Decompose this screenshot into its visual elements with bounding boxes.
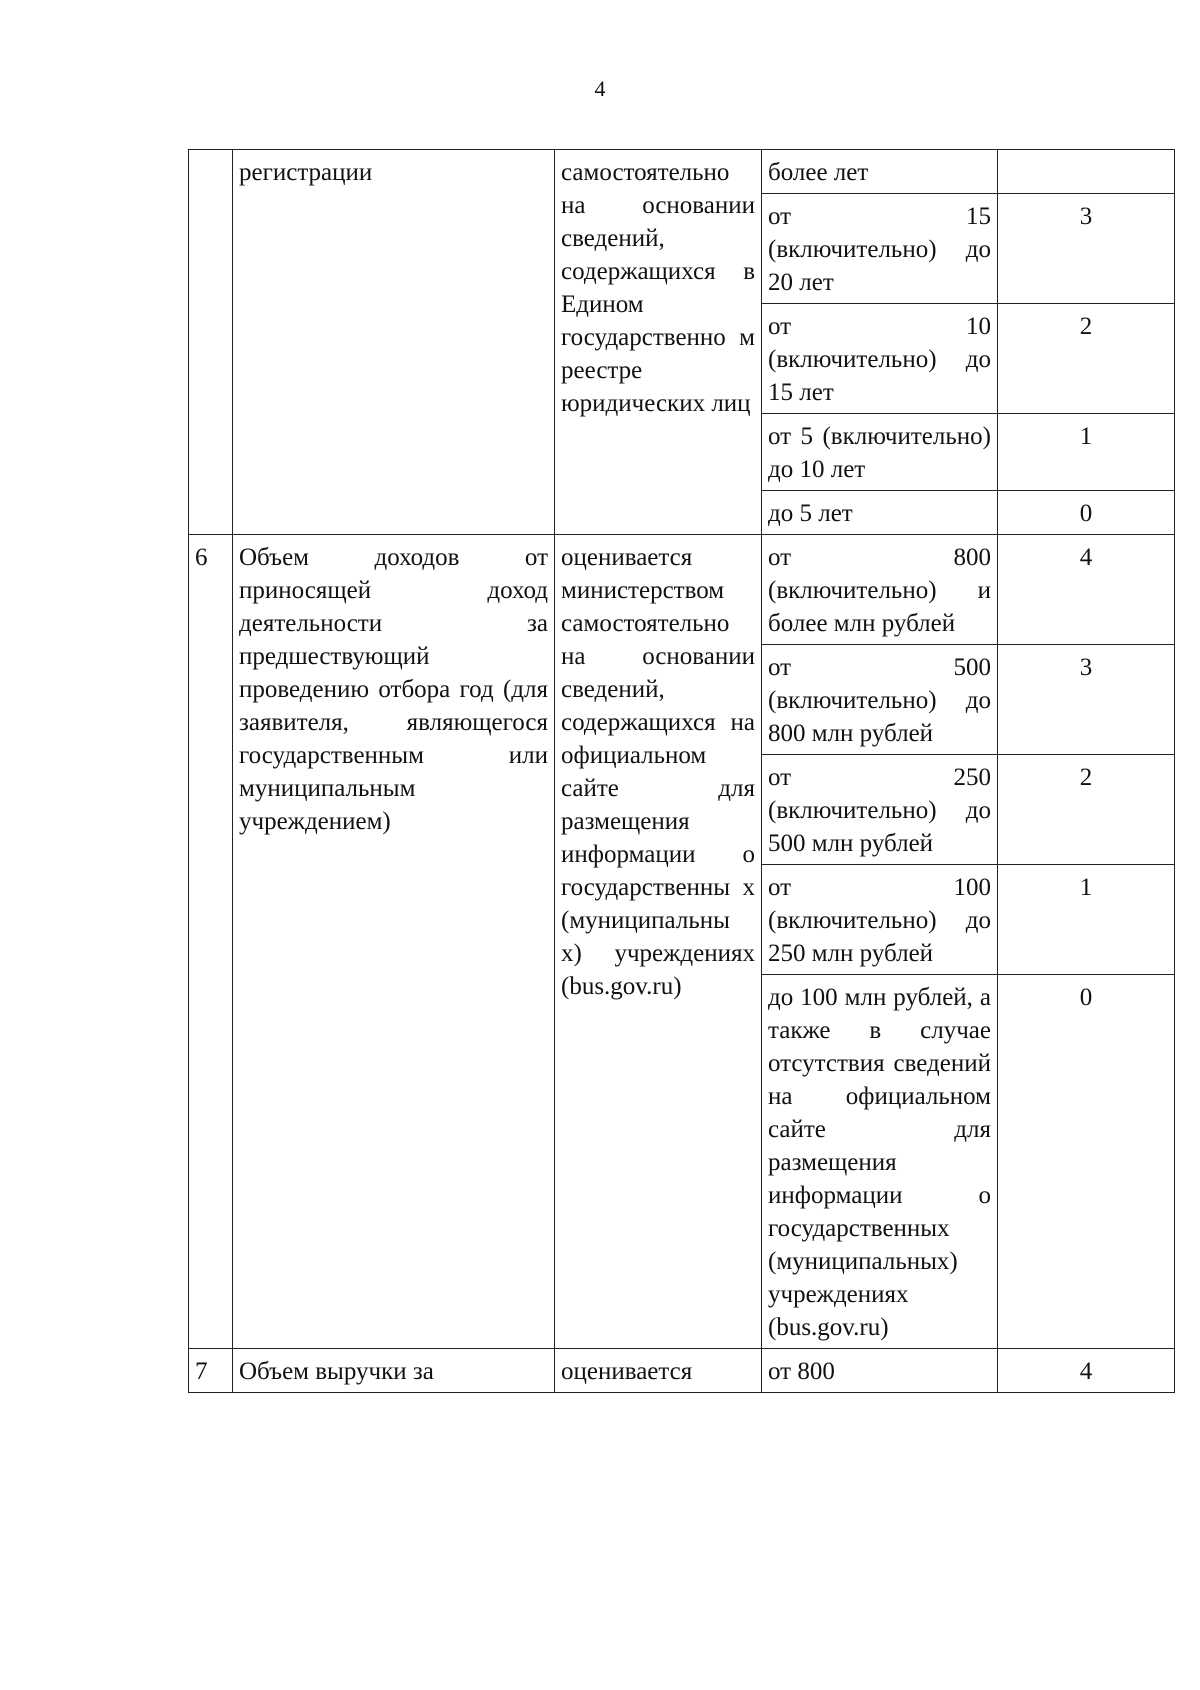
score-cell [998, 150, 1175, 194]
range-cell: от 10 (включительно) до 15 лет [762, 304, 998, 414]
range-cell: от 500 (включительно) до 800 млн рублей [762, 645, 998, 755]
range-cell: от 800 [762, 1349, 998, 1393]
range-cell: от 100 (включительно) до 250 млн рублей [762, 865, 998, 975]
method-cell: самостоятельно на основании сведений, содержащихся в Едином государственно м реестре юридических лиц [555, 150, 762, 535]
score-cell: 0 [998, 975, 1175, 1349]
method-cell: оценивается [555, 1349, 762, 1393]
criterion-cell: регистрации [233, 150, 555, 535]
row-number [189, 150, 233, 535]
criteria-table [188, 149, 1175, 1393]
table-row [189, 150, 1175, 194]
table-row [189, 535, 1175, 645]
range-cell: от 250 (включительно) до 500 млн рублей [762, 755, 998, 865]
row-number: 7 [189, 1349, 233, 1393]
score-cell: 4 [998, 535, 1175, 645]
range-cell: до 100 млн рублей, а также в случае отсутствия сведений на официальном сайте для размещения информации о государственных (муниципальных) учреждениях (bus.gov.ru) [762, 975, 998, 1349]
score-cell: 2 [998, 304, 1175, 414]
range-cell: до 5 лет [762, 491, 998, 535]
score-cell: 2 [998, 755, 1175, 865]
score-cell: 0 [998, 491, 1175, 535]
row-number: 6 [189, 535, 233, 1349]
criterion-cell: Объем доходов от приносящей доход деятельности за предшествующий проведению отбора год (для заявителя, являющегося государственным или муниципальным учреждением) [233, 535, 555, 1349]
criterion-cell: Объем выручки за [233, 1349, 555, 1393]
range-cell: от 15 (включительно) до 20 лет [762, 194, 998, 304]
score-cell: 1 [998, 414, 1175, 491]
range-cell: от 800 (включительно) и более млн рублей [762, 535, 998, 645]
score-cell: 3 [998, 645, 1175, 755]
page-number: 4 [594, 76, 606, 101]
table-row [189, 1349, 1175, 1393]
method-cell: оценивается министерством самостоятельно на основании сведений, содержащихся на официальном сайте для размещения информации о государственны х (муниципальны х) учреждениях (bus.gov.ru) [555, 535, 762, 1349]
range-cell: более лет [762, 150, 998, 194]
score-cell: 4 [998, 1349, 1175, 1393]
score-cell: 1 [998, 865, 1175, 975]
range-cell: от 5 (включительно) до 10 лет [762, 414, 998, 491]
score-cell: 3 [998, 194, 1175, 304]
